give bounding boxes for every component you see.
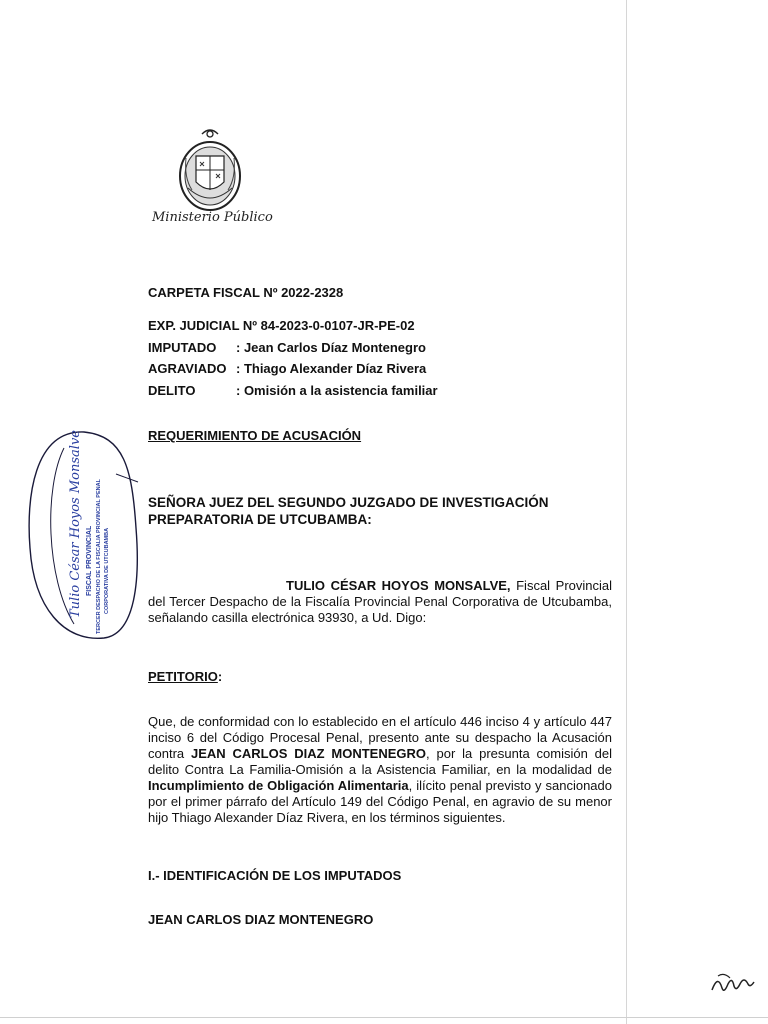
- accused-name: JEAN CARLOS DIAZ MONTENEGRO: [190, 746, 427, 761]
- stamp-oval-icon: [24, 428, 144, 648]
- delito-row: [148, 383, 438, 398]
- petitorio-heading: [148, 669, 222, 684]
- stamp-line-3: CORPORATIVA DE UTCUBAMBA: [104, 527, 110, 614]
- delito-label: DELITO: [148, 383, 196, 398]
- stamp-line-2: TERCER DESPACHO DE LA FISCALIA PROVINCIAL PENAL: [96, 479, 102, 634]
- intro-paragraph: [148, 578, 612, 626]
- petitorio-text-3: , ilícito penal previsto y sancionado por el primer párrafo del Artículo 149 del Código Penal, en agravio de su menor hijo Thiago Alexander Díaz Rivera, en los términos siguientes.: [148, 778, 612, 825]
- petitorio-text-2: , por la presunta comisión del delito Contra La Familia-Omisión a la Asistencia Familiar, en la modalidad de: [148, 746, 613, 777]
- addressee: SEÑORA JUEZ DEL SEGUNDO JUZGADO DE INVESTIGACIÓN PREPARATORIA DE UTCUBAMBA:: [148, 495, 549, 527]
- carpeta-fiscal: CARPETA FISCAL Nº 2022-2328: [148, 285, 344, 300]
- coat-of-arms-icon: [174, 128, 246, 212]
- agraviado-value: : Thiago Alexander Díaz Rivera: [236, 361, 427, 376]
- imputado-value: : Jean Carlos Díaz Montenegro: [236, 340, 426, 355]
- delito-value: : Omisión a la asistencia familiar: [236, 383, 438, 398]
- page-edge: [0, 1017, 768, 1018]
- document-title: REQUERIMIENTO DE ACUSACIÓN: [148, 428, 362, 443]
- section-accused-name: JEAN CARLOS DIAZ MONTENEGRO: [148, 912, 374, 927]
- petitorio-paragraph: [148, 714, 612, 826]
- fiscal-stamp: [24, 428, 144, 648]
- crime-modality: Incumplimiento de Obligación Alimentaria: [148, 778, 409, 793]
- imputado-row: [148, 340, 426, 355]
- petitorio-text-1: Que, de conformidad con lo establecido en el artículo 446 inciso 4 y artículo 447 inciso 6 del Código Procesal Penal, presento ante su despacho la Acusación contra: [148, 714, 612, 761]
- logo-caption: Ministerio Público: [152, 210, 273, 225]
- prosecutor-name: TULIO CÉSAR HOYOS MONSALVE,: [286, 578, 511, 593]
- section-heading: I.- IDENTIFICACIÓN DE LOS IMPUTADOS: [148, 868, 402, 883]
- intro-text: Fiscal Provincial del Tercer Despacho de la Fiscalía Provincial Penal Corporativa de Utcubamba, señalando casilla electrónica 93930, a Ud. Digo:: [148, 578, 613, 625]
- petitorio-label: PETITORIO: [148, 669, 218, 684]
- agraviado-row: [148, 361, 426, 376]
- imputado-label: IMPUTADO: [148, 340, 217, 355]
- stamp-line-1: FISCAL PROVINCIAL: [86, 525, 93, 596]
- agraviado-label: AGRAVIADO: [148, 361, 227, 376]
- handwritten-initials-icon: [708, 968, 758, 998]
- expediente-judicial: EXP. JUDICIAL Nº 84-2023-0-0107-JR-PE-02: [148, 318, 415, 333]
- petitorio-colon: :: [217, 669, 223, 684]
- fold-line: [626, 0, 627, 1024]
- stamp-signature: Tulio César Hoyos Monsalve: [68, 430, 83, 618]
